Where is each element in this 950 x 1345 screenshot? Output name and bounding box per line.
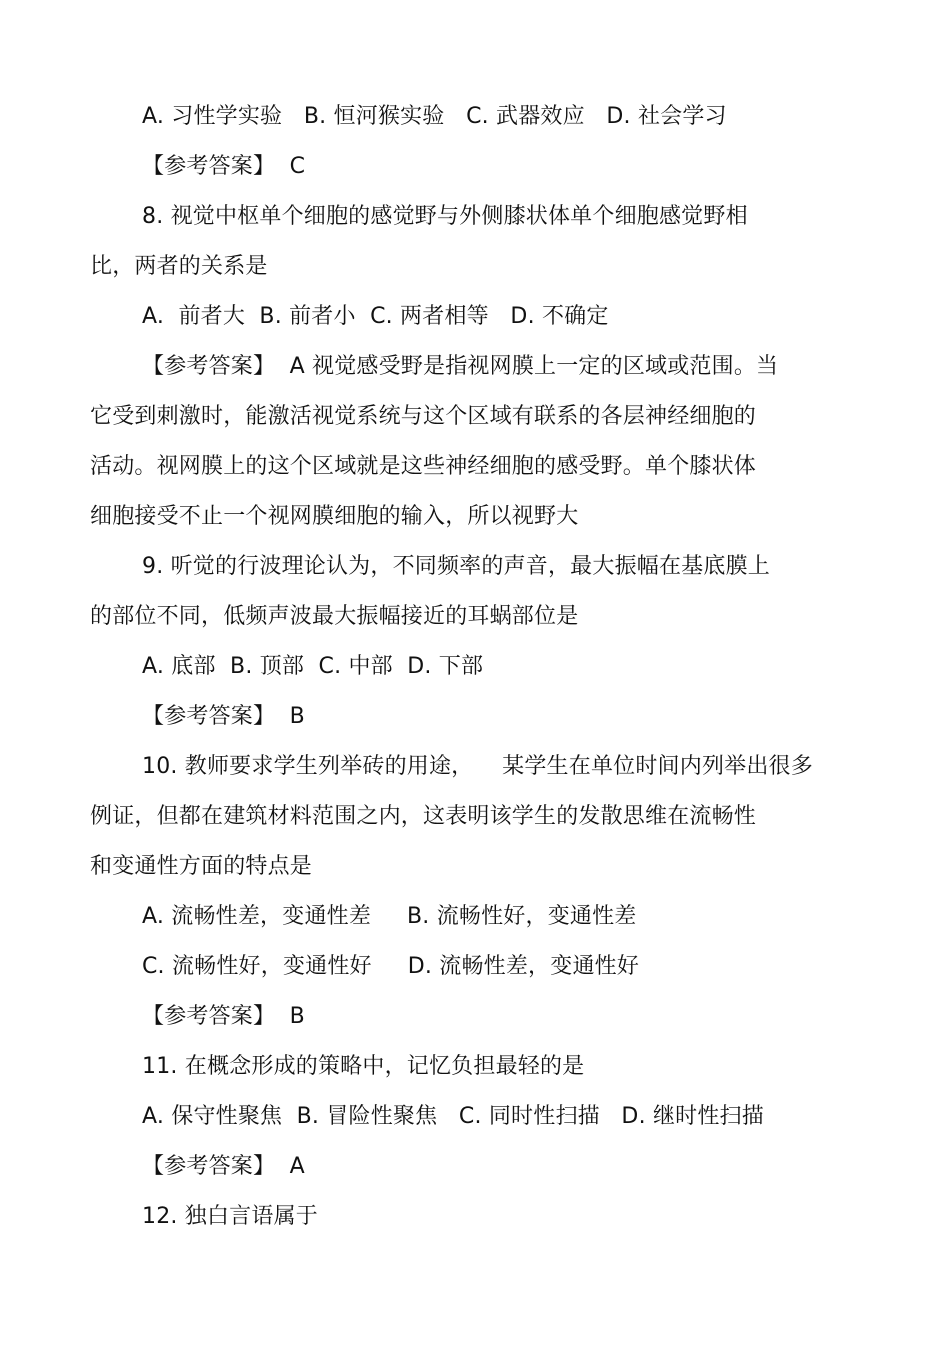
question-9-line-1: 9. 听觉的行波理论认为，不同频率的声音，最大振幅在基底膜上 [142,554,770,579]
question-8-line-1: 8. 视觉中枢单个细胞的感觉野与外侧膝状体单个细胞感觉野相 [142,204,748,229]
options-q7: A. 习性学实验 B. 恒河猴实验 C. 武器效应 D. 社会学习 [142,104,727,129]
options-q10-row-1: A. 流畅性差，变通性差 B. 流畅性好，变通性差 [142,904,637,929]
answer-q8-line-1: 【参考答案】 A 视觉感受野是指视网膜上一定的区域或范围。当 [142,354,779,379]
answer-q9: 【参考答案】 B [142,704,305,729]
answer-q10: 【参考答案】 B [142,1004,305,1029]
question-8-line-2: 比，两者的关系是 [90,254,268,279]
question-9-line-2: 的部位不同，低频声波最大振幅接近的耳蜗部位是 [90,604,579,629]
answer-q8-line-4: 细胞接受不止一个视网膜细胞的输入，所以视野大 [90,504,579,529]
options-q9: A. 底部 B. 顶部 C. 中部 D. 下部 [142,654,484,679]
answer-q7: 【参考答案】 C [142,154,306,179]
question-10-line-3: 和变通性方面的特点是 [90,854,313,879]
options-q11: A. 保守性聚焦 B. 冒险性聚焦 C. 同时性扫描 D. 继时性扫描 [142,1104,764,1129]
answer-q11: 【参考答案】 A [142,1154,305,1179]
question-11: 11. 在概念形成的策略中，记忆负担最轻的是 [142,1054,585,1079]
question-10-line-1: 10. 教师要求学生列举砖的用途， 某学生在单位时间内列举出很多 [142,754,813,779]
answer-q8-line-2: 它受到刺激时，能激活视觉系统与这个区域有联系的各层神经细胞的 [90,404,757,429]
answer-q8-line-3: 活动。视网膜上的这个区域就是这些神经细胞的感受野。单个膝状体 [90,454,757,479]
question-12: 12. 独白言语属于 [142,1204,318,1229]
options-q10-row-2: C. 流畅性好，变通性好 D. 流畅性差，变通性好 [142,954,640,979]
options-q8: A. 前者大 B. 前者小 C. 两者相等 D. 不确定 [142,304,609,329]
question-10-line-2: 例证，但都在建筑材料范围之内，这表明该学生的发散思维在流畅性 [90,804,757,829]
